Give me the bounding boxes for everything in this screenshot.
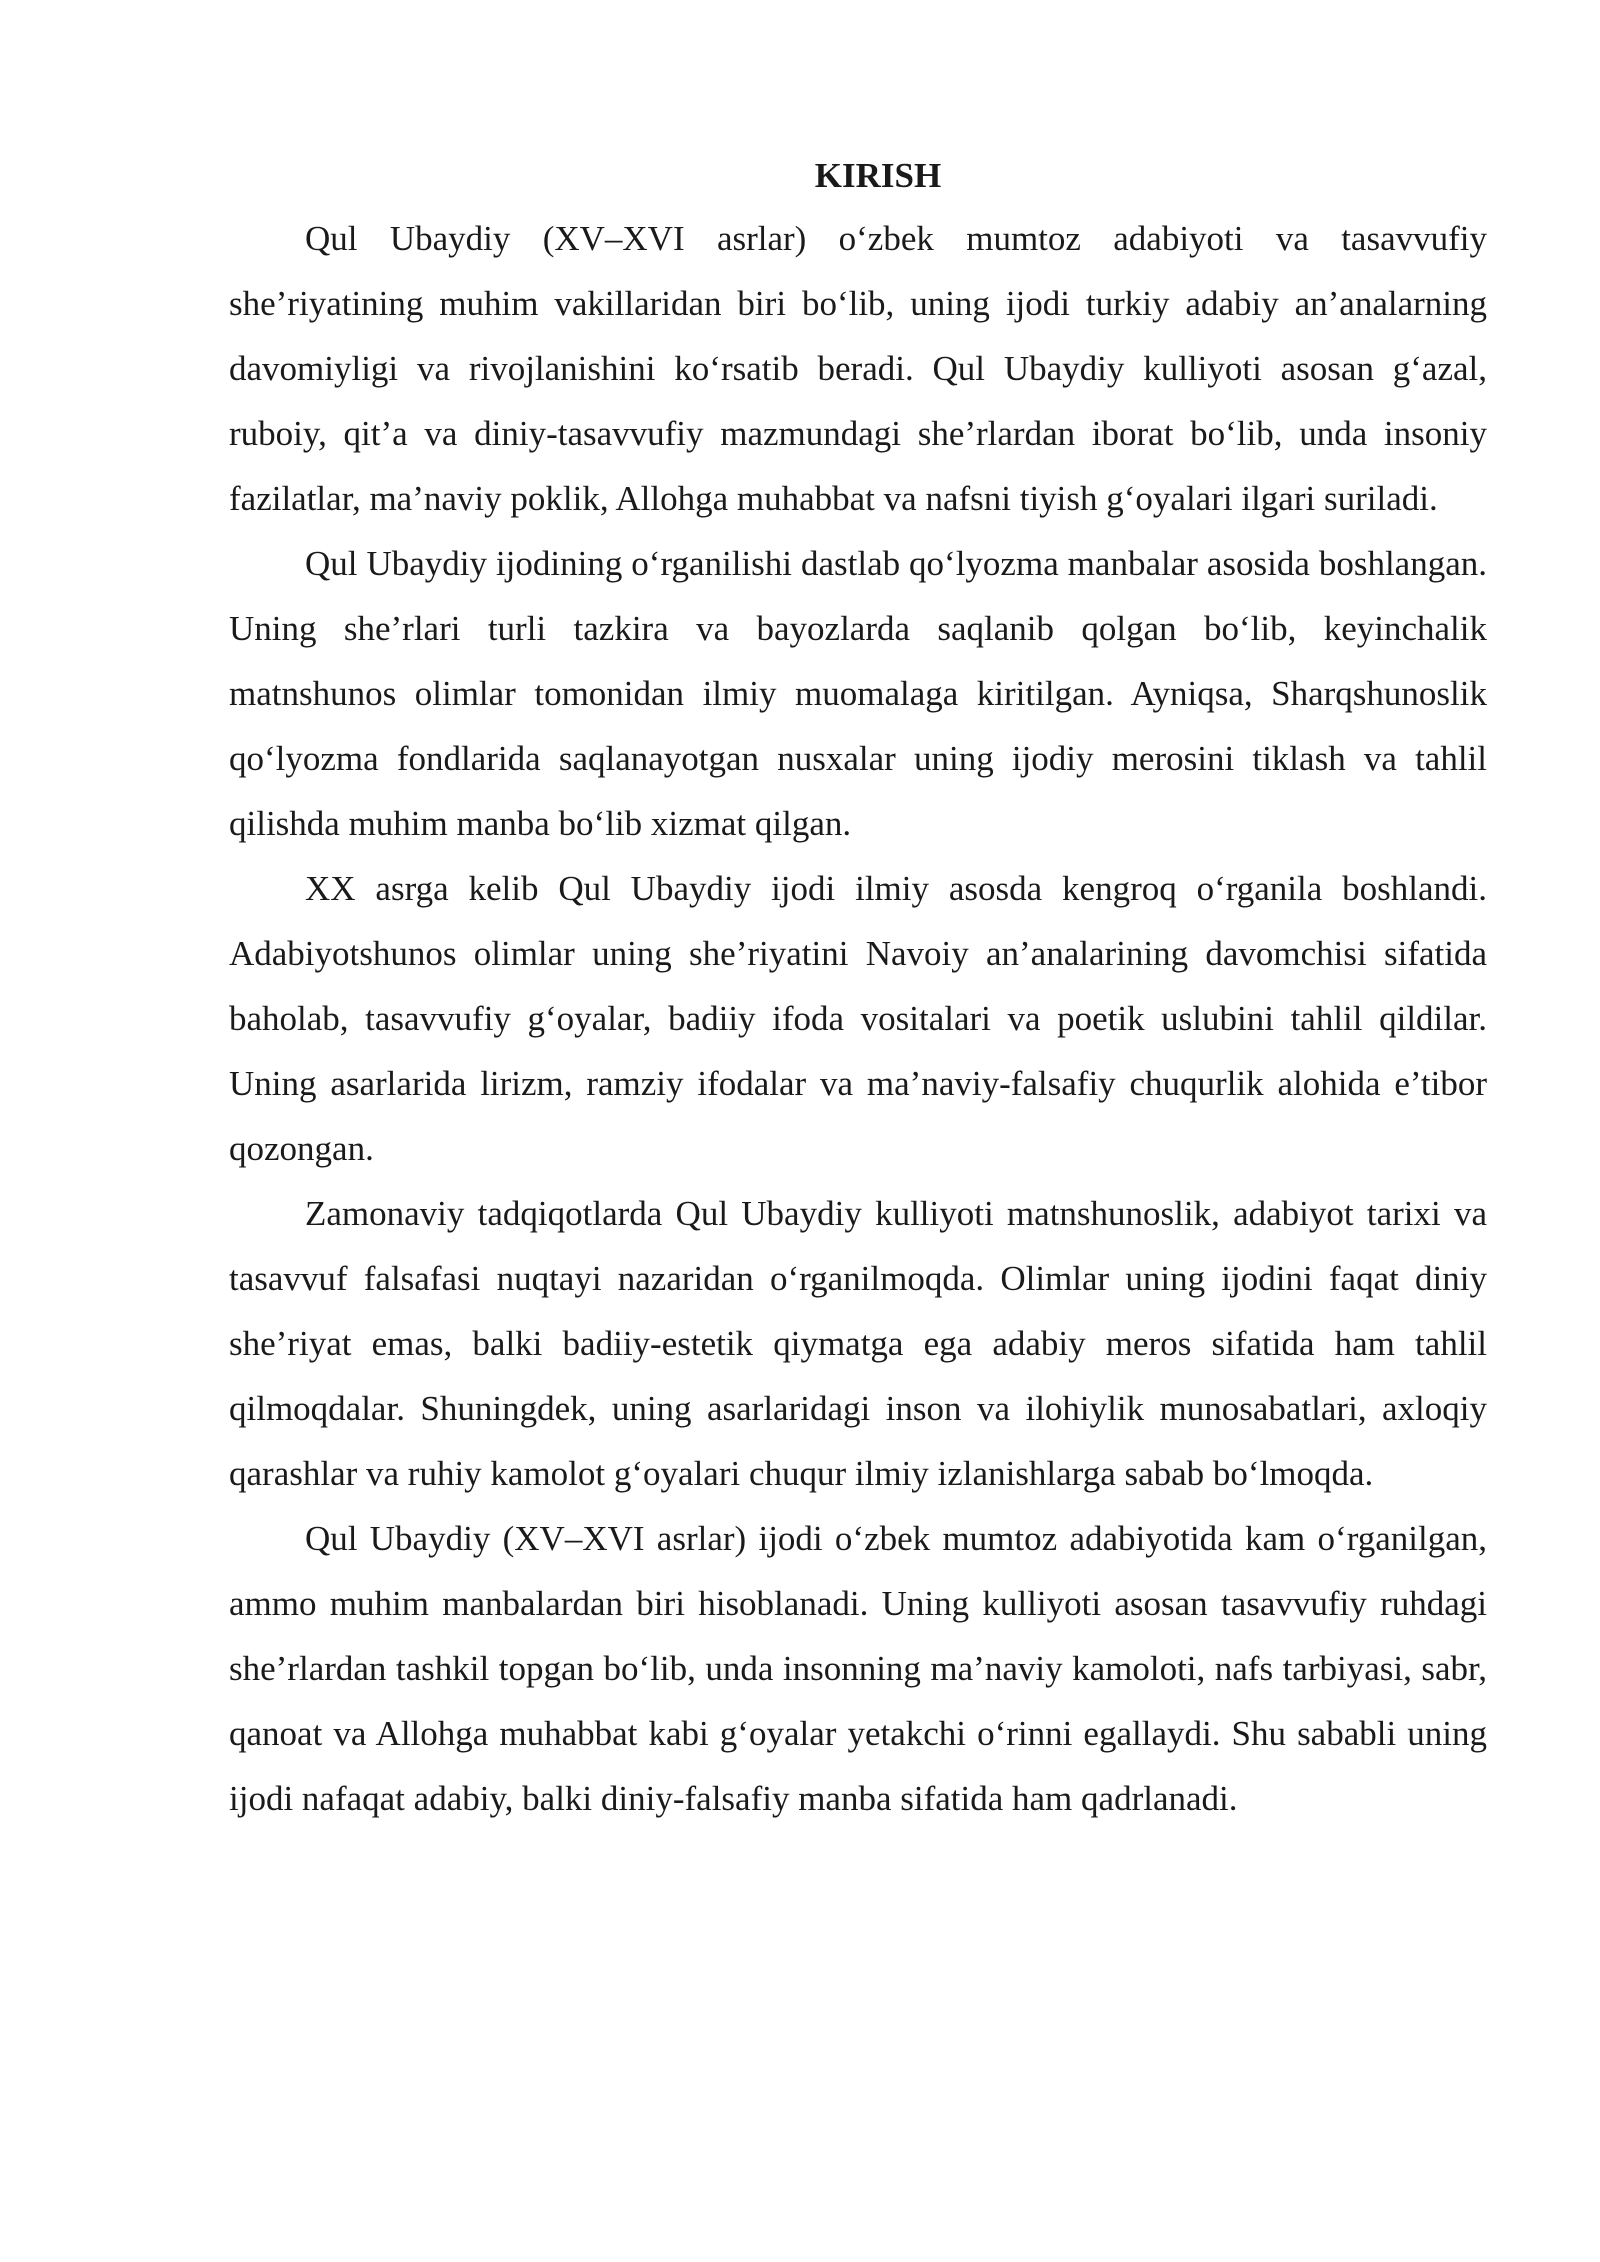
paragraph: Qul Ubaydiy (XV–XVI asrlar) o‘zbek mumtoz adabiyoti va tasavvufiy she’riyatining muhim vakillaridan biri bo‘lib, uning ijodi turkiy adabiy an’analarning davomiyligi va rivojlanishini ko‘rsatib beradi. Qul Ubaydiy kulliyoti asosan g‘azal, ruboiy, qit’a va diniy-tasavvufiy mazmundagi she’rlardan iborat bo‘lib, unda insoniy fazilatlar, ma’naviy poklik, Allohga muhabbat va nafsni tiyish g‘oyalari ilgari suriladi.: [229, 219, 1487, 518]
document-body: [229, 146, 1487, 1831]
paragraph: Qul Ubaydiy (XV–XVI asrlar) ijodi o‘zbek mumtoz adabiyotida kam o‘rganilgan, ammo muhim manbalardan biri hisoblanadi. Uning kulliyoti asosan tasavvufiy ruhdagi she’rlardan tashkil topgan bo‘lib, unda insonning ma’naviy kamoloti, nafs tarbiyasi, sabr, qanoat va Allohga muhabbat kabi g‘oyalar yetakchi o‘rinni egallaydi. Shu sababli uning ijodi nafaqat adabiy, balki diniy-falsafiy manba sifatida ham qadrlanadi.: [229, 1519, 1487, 1818]
paragraph: Zamonaviy tadqiqotlarda Qul Ubaydiy kulliyoti matnshunoslik, adabiyot tarixi va tasavvuf falsafasi nuqtayi nazaridan o‘rganilmoqda. Olimlar uning ijodini faqat diniy she’riyat emas, balki badiiy-estetik qiymatga ega adabiy meros sifatida ham tahlil qilmoqdalar. Shuningdek, uning asarlaridagi inson va ilohiylik munosabatlari, axloqiy qarashlar va ruhiy kamolot g‘oyalari chuqur ilmiy izlanishlarga sabab bo‘lmoqda.: [229, 1194, 1487, 1493]
paragraph: Qul Ubaydiy ijodining o‘rganilishi dastlab qo‘lyozma manbalar asosida boshlangan. Uning she’rlari turli tazkira va bayozlarda saqlanib qolgan bo‘lib, keyinchalik matnshunos olimlar tomonidan ilmiy muomalaga kiritilgan. Ayniqsa, Sharqshunoslik qo‘lyozma fondlarida saqlanayotgan nusxalar uning ijodiy merosini tiklash va tahlil qilishda muhim manba bo‘lib xizmat qilgan.: [229, 544, 1487, 843]
paragraph: XX asrga kelib Qul Ubaydiy ijodi ilmiy asosda kengroq o‘rganila boshlandi. Adabiyotshunos olimlar uning she’riyatini Navoiy an’analarining davomchisi sifatida baholab, tasavvufiy g‘oyalar, badiiy ifoda vositalari va poetik uslubini tahlil qildilar. Uning asarlarida lirizm, ramziy ifodalar va ma’naviy-falsafiy chuqurlik alohida e’tibor qozongan.: [229, 869, 1487, 1168]
document-heading: KIRISH: [814, 156, 942, 195]
